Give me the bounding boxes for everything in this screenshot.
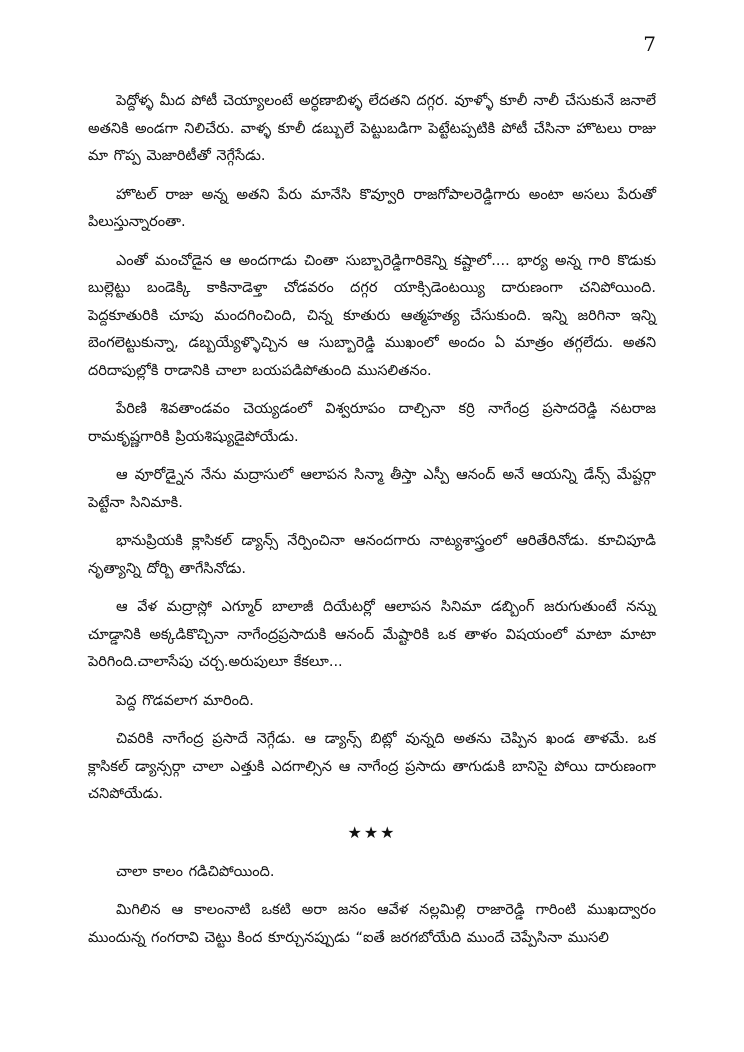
section-separator: ★★★ bbox=[347, 822, 397, 842]
paragraph: ఆ వేళ మద్రాస్లో ఎగ్మూర్ బాలాజీ దియేటర్లో ఆలాపన సినిమా డబ్బింగ్ జరుగుతుంటే నన్ను చూడ్డానికి అక్కడికొచ్చినా నాగేంద్రప్రసాదుకి ఆనంద్ మేష్టారికి ఒక తాళం విషయంలో మాటా మాటా పెరిగింది.చాలాసేపు చర్చ.అరుపులూ కేకలూ... bbox=[88, 599, 656, 670]
paragraph: హొటల్ రాజు అన్న అతని పేరు మానేసి కొవ్వూరి రాజగోపాలరెడ్డిగారు అంటా అసలు పేరుతో పిలుస్తున్నారంతా. bbox=[88, 186, 656, 230]
paragraph: పెద్ద గొడవలాగ మారింది. bbox=[116, 692, 254, 709]
paragraph: పేరిణి శివతాండవం చెయ్యడంలో విశ్వరూపం దాల్చినా కర్రి నాగేంద్ర ప్రసాదరెడ్డి నటరాజ రామకృష్ణగారికి ప్రియశిష్యుడైపోయేడు. bbox=[88, 401, 656, 445]
paragraph: చాలా కాలం గడిచిపోయింది. bbox=[116, 863, 275, 880]
page-number: 7 bbox=[643, 32, 656, 56]
paragraph: పెద్దోళ్ళ మీద పోటీ చెయ్యాలంటే అర్ధణాబిళ్ళ లేదతని దగ్గర. వూళ్ళో కూలీ నాలీ చేసుకునే జనాలే అతనికి అండగా నిలిచేరు. వాళ్ళ కూలీ డబ్బులే పెట్టుబడిగా పెట్టేటప్పటికి పోటీ చేసినా హొటలు రాజు మా గొప్ప మెజారిటీతో నెగ్గేసేడు. bbox=[88, 93, 656, 164]
paragraph: చివరికి నాగేంద్ర ప్రసాదే నెగ్గేడు. ఆ డ్యాన్స్ బిట్లో వున్నది అతను చెప్పిన ఖండ తాళమే. ఒక క్లాసికల్ డ్యాన్సర్గా చాలా ఎత్తుకి ఎదగాల్సిన ఆ నాగేంద్ర ప్రసాదు తాగుడుకి బానిసై పోయి దారుణంగా చనిపోయేడు. bbox=[88, 731, 656, 802]
paragraph: ఎంతో మంచోడైన ఆ అందగాడు చింతా సుబ్బారెడ్డిగారికెన్ని కష్టాలో.... భార్య అన్న గారి కొడుకు బుల్లెట్టు బండెక్కి కాకినాడెళ్తా చోడవరం దగ్గర యాక్సిడెంటయ్యి దారుణంగా చనిపోయింది. పెద్దకూతురికి చూపు మందగించింది, చిన్న కూతురు ఆత్మహత్య చేసుకుంది. ఇన్ని జరిగినా ఇన్ని బెంగలెట్టుకున్నా, డబ్బయ్యేళ్ళొచ్చిన ఆ సుబ్బారెడ్డి ముఖంలో అందం ఏ మాత్రం తగ్గలేదు. అతని దరిదాపుల్లోకి రాడానికి చాలా బయపడిపోతుంది ముసలితనం. bbox=[88, 252, 656, 379]
paragraph: మిగిలిన ఆ కాలంనాటి ఒకటి అరా జనం ఆవేళ నల్లమిల్లి రాజారెడ్డి గారింటి ముఖద్వారం ముందున్న గంగరావి చెట్టు కింద కూర్చునప్పుడు “ఐతే జరగబోయేది ముందే చెప్పేసినా ముసలి bbox=[88, 902, 656, 946]
paragraph: భానుప్రియకి క్లాసికల్ డ్యాన్స్ నేర్పించినా ఆనందగారు నాట్యశాస్త్రంలో ఆరితేరినోడు. కూచిపూడి నృత్యాన్ని దోర్బి తాగేసినోడు. bbox=[88, 533, 656, 577]
paragraph: ఆ వూరోడ్నైన నేను మద్రాసులో ఆలాపన సిన్మా తీస్తా ఎస్పీ ఆనంద్ అనే ఆయన్ని డేన్స్ మేష్టర్గా పెట్టేనా సినిమాకి. bbox=[88, 467, 656, 511]
page-body bbox=[88, 88, 656, 963]
